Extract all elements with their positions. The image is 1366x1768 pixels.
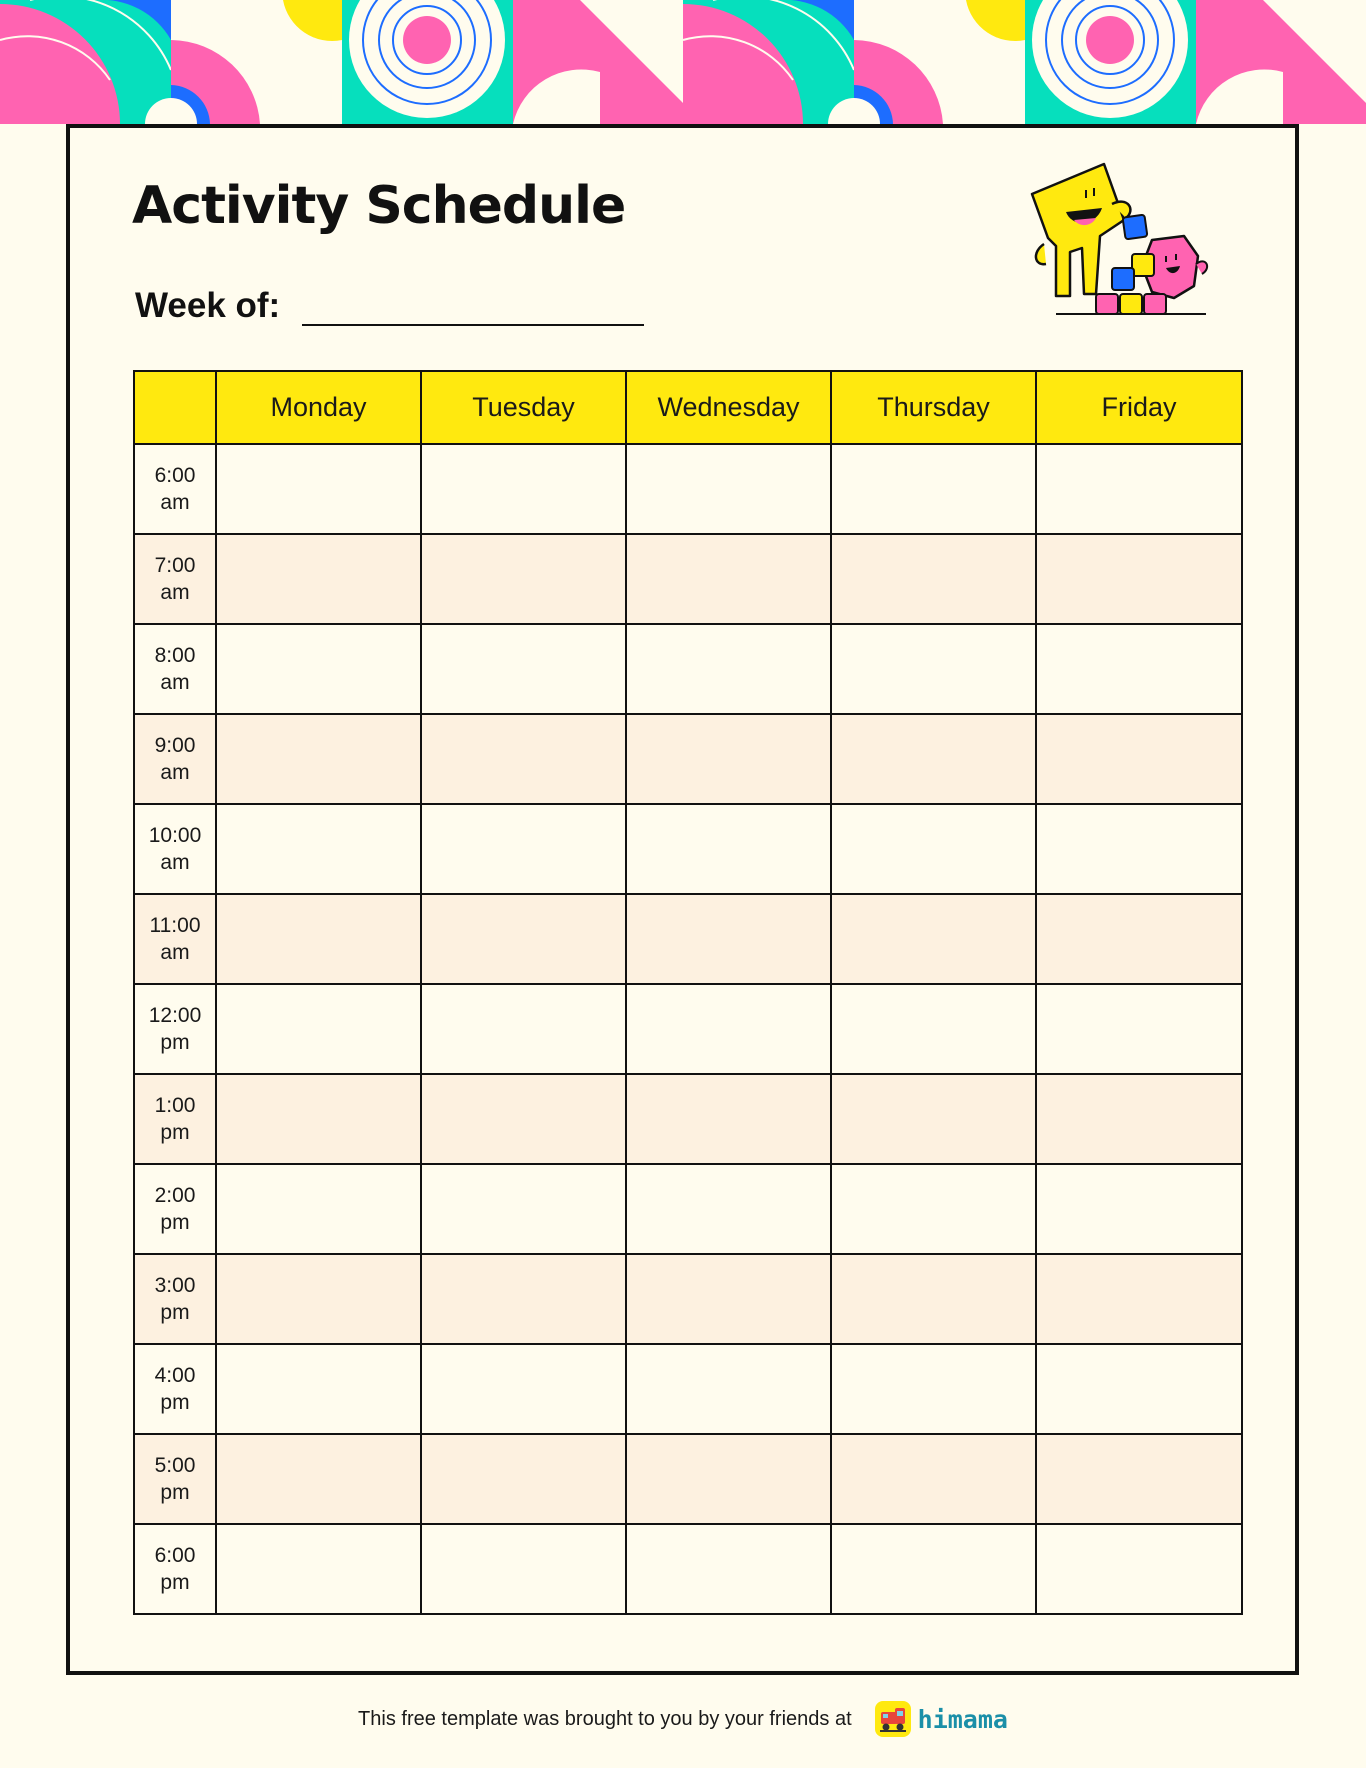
schedule-cell-wednesday[interactable] <box>626 804 831 894</box>
schedule-cell-thursday[interactable] <box>831 804 1036 894</box>
schedule-cell-monday[interactable] <box>216 1164 421 1254</box>
schedule-cell-wednesday[interactable] <box>626 1524 831 1614</box>
week-of-label: Week of: <box>135 286 281 325</box>
day-header-thursday: Thursday <box>831 371 1036 444</box>
time-row <box>134 714 1242 804</box>
time-value: 7:00 <box>154 554 196 577</box>
schedule-cell-thursday[interactable] <box>831 984 1036 1074</box>
time-value: 6:00 <box>154 464 196 487</box>
schedule-cell-wednesday[interactable] <box>626 984 831 1074</box>
schedule-cell-monday[interactable] <box>216 894 421 984</box>
schedule-cell-thursday[interactable] <box>831 1524 1036 1614</box>
time-label <box>134 444 216 534</box>
time-row <box>134 804 1242 894</box>
schedule-cell-wednesday[interactable] <box>626 714 831 804</box>
time-period: am <box>160 851 190 874</box>
header-corner <box>134 371 216 444</box>
footer-text: This free template was brought to you by your friends at <box>358 1707 852 1730</box>
schedule-table <box>133 370 1243 1615</box>
time-value: 8:00 <box>154 644 196 667</box>
time-label <box>134 624 216 714</box>
schedule-cell-monday[interactable] <box>216 1524 421 1614</box>
time-value: 10:00 <box>148 824 202 847</box>
time-row <box>134 984 1242 1074</box>
schedule-cell-friday[interactable] <box>1036 1524 1242 1614</box>
time-value: 12:00 <box>148 1004 202 1027</box>
train-logo-icon <box>874 1700 912 1738</box>
schedule-cell-tuesday[interactable] <box>421 714 626 804</box>
schedule-cell-friday[interactable] <box>1036 1164 1242 1254</box>
time-period: am <box>160 761 190 784</box>
schedule-cell-thursday[interactable] <box>831 1164 1036 1254</box>
schedule-cell-friday[interactable] <box>1036 1074 1242 1164</box>
schedule-cell-wednesday[interactable] <box>626 624 831 714</box>
schedule-cell-tuesday[interactable] <box>421 1074 626 1164</box>
time-row <box>134 1074 1242 1164</box>
time-row <box>134 624 1242 714</box>
time-period: am <box>160 941 190 964</box>
time-value: 3:00 <box>154 1274 196 1297</box>
page-title: Activity Schedule <box>132 176 626 236</box>
schedule-cell-wednesday[interactable] <box>626 1344 831 1434</box>
time-value: 2:00 <box>154 1184 196 1207</box>
time-label <box>134 804 216 894</box>
schedule-cell-wednesday[interactable] <box>626 1164 831 1254</box>
time-label <box>134 1434 216 1524</box>
time-row <box>134 1344 1242 1434</box>
schedule-cell-tuesday[interactable] <box>421 1434 626 1524</box>
schedule-cell-thursday[interactable] <box>831 534 1036 624</box>
mascot-illustration <box>1026 156 1232 322</box>
time-value: 6:00 <box>154 1544 196 1567</box>
time-value: 11:00 <box>149 914 201 937</box>
time-label <box>134 1164 216 1254</box>
schedule-cell-thursday[interactable] <box>831 1254 1036 1344</box>
schedule-cell-tuesday[interactable] <box>421 984 626 1074</box>
schedule-cell-tuesday[interactable] <box>421 444 626 534</box>
time-label <box>134 1254 216 1344</box>
schedule-cell-monday[interactable] <box>216 1254 421 1344</box>
schedule-cell-monday[interactable] <box>216 534 421 624</box>
schedule-cell-wednesday[interactable] <box>626 1074 831 1164</box>
time-value: 9:00 <box>154 734 196 757</box>
time-period: am <box>160 671 190 694</box>
schedule-cell-friday[interactable] <box>1036 804 1242 894</box>
schedule-cell-friday[interactable] <box>1036 714 1242 804</box>
time-row <box>134 1434 1242 1524</box>
schedule-cell-friday[interactable] <box>1036 624 1242 714</box>
schedule-cell-monday[interactable] <box>216 444 421 534</box>
schedule-cell-tuesday[interactable] <box>421 894 626 984</box>
schedule-cell-friday[interactable] <box>1036 534 1242 624</box>
time-period: pm <box>160 1121 190 1144</box>
time-row <box>134 894 1242 984</box>
time-label <box>134 1524 216 1614</box>
schedule-cell-wednesday[interactable] <box>626 894 831 984</box>
schedule-cell-monday[interactable] <box>216 624 421 714</box>
time-row <box>134 534 1242 624</box>
day-header-monday: Monday <box>216 371 421 444</box>
schedule-cell-friday[interactable] <box>1036 1434 1242 1524</box>
time-value: 1:00 <box>154 1094 196 1117</box>
decorative-banner <box>0 0 1366 124</box>
schedule-cell-friday[interactable] <box>1036 1344 1242 1434</box>
schedule-cell-friday[interactable] <box>1036 444 1242 534</box>
schedule-cell-monday[interactable] <box>216 984 421 1074</box>
footer <box>0 1700 1366 1738</box>
time-period: pm <box>160 1571 190 1594</box>
schedule-cell-tuesday[interactable] <box>421 624 626 714</box>
time-label <box>134 984 216 1074</box>
schedule-cell-tuesday[interactable] <box>421 1164 626 1254</box>
schedule-cell-wednesday[interactable] <box>626 534 831 624</box>
time-label <box>134 714 216 804</box>
schedule-cell-thursday[interactable] <box>831 444 1036 534</box>
time-period: pm <box>160 1031 190 1054</box>
schedule-cell-tuesday[interactable] <box>421 1524 626 1614</box>
time-row <box>134 1164 1242 1254</box>
schedule-cell-monday[interactable] <box>216 1074 421 1164</box>
schedule-cell-tuesday[interactable] <box>421 1254 626 1344</box>
time-period: am <box>160 491 190 514</box>
time-row <box>134 444 1242 534</box>
day-header-tuesday: Tuesday <box>421 371 626 444</box>
time-row <box>134 1254 1242 1344</box>
schedule-cell-thursday[interactable] <box>831 1074 1036 1164</box>
schedule-cell-friday[interactable] <box>1036 894 1242 984</box>
schedule-cell-monday[interactable] <box>216 804 421 894</box>
schedule-cell-wednesday[interactable] <box>626 444 831 534</box>
time-value: 5:00 <box>154 1454 196 1477</box>
time-label <box>134 1344 216 1434</box>
schedule-cell-monday[interactable] <box>216 1434 421 1524</box>
brand-logo-text: himama <box>917 1704 1008 1734</box>
schedule-cell-tuesday[interactable] <box>421 804 626 894</box>
time-period: pm <box>160 1301 190 1324</box>
time-period: pm <box>160 1391 190 1414</box>
schedule-cell-wednesday[interactable] <box>626 1434 831 1524</box>
schedule-cell-wednesday[interactable] <box>626 1254 831 1344</box>
time-value: 4:00 <box>154 1364 196 1387</box>
schedule-cell-friday[interactable] <box>1036 1254 1242 1344</box>
schedule-cell-tuesday[interactable] <box>421 1344 626 1434</box>
schedule-cell-friday[interactable] <box>1036 984 1242 1074</box>
time-label <box>134 894 216 984</box>
schedule-cell-thursday[interactable] <box>831 714 1036 804</box>
day-header-friday: Friday <box>1036 371 1242 444</box>
header-row <box>134 371 1242 444</box>
schedule-cell-thursday[interactable] <box>831 624 1036 714</box>
schedule-cell-thursday[interactable] <box>831 1434 1036 1524</box>
day-header-wednesday: Wednesday <box>626 371 831 444</box>
time-period: am <box>160 581 190 604</box>
time-label <box>134 1074 216 1164</box>
week-of-input-line[interactable] <box>302 324 644 326</box>
schedule-cell-monday[interactable] <box>216 1344 421 1434</box>
schedule-cell-thursday[interactable] <box>831 1344 1036 1434</box>
schedule-cell-monday[interactable] <box>216 714 421 804</box>
schedule-cell-thursday[interactable] <box>831 894 1036 984</box>
time-row <box>134 1524 1242 1614</box>
time-period: pm <box>160 1481 190 1504</box>
time-period: pm <box>160 1211 190 1234</box>
schedule-cell-tuesday[interactable] <box>421 534 626 624</box>
time-label <box>134 534 216 624</box>
